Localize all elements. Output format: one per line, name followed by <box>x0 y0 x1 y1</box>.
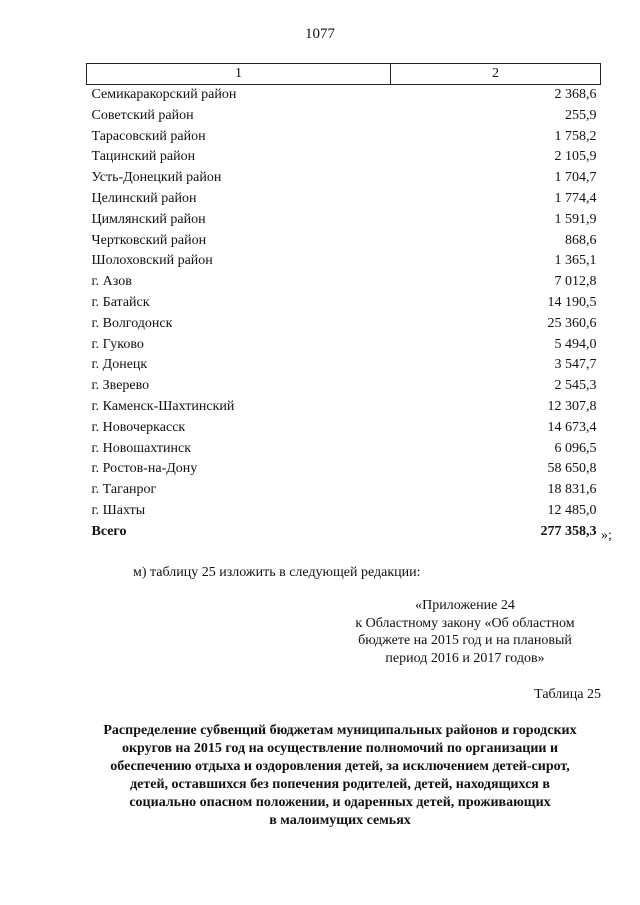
table-row <box>87 355 601 376</box>
row-value: 1 704,7 <box>554 170 597 186</box>
table-row <box>87 168 601 189</box>
table-row <box>87 501 601 522</box>
row-value: 7 012,8 <box>554 274 597 290</box>
row-name: г. Шахты <box>91 502 146 518</box>
table-row <box>87 439 601 460</box>
table-row <box>87 189 601 210</box>
row-name: г. Гуково <box>91 336 144 352</box>
table-label: Таблица 25 <box>534 687 601 702</box>
total-suffix: »; <box>601 528 612 543</box>
table-row <box>87 147 601 168</box>
row-name: Шолоховский район <box>91 253 213 269</box>
row-value: 58 650,8 <box>547 461 597 477</box>
heading-line: социально опасном положении, и одаренных детей, проживающих <box>129 795 551 810</box>
table-row <box>87 210 601 231</box>
table-body <box>87 85 601 543</box>
row-name: г. Волгодонск <box>91 315 173 331</box>
row-value: 25 360,6 <box>547 315 597 331</box>
table-row <box>87 376 601 397</box>
total-row <box>87 522 601 543</box>
row-value: 14 190,5 <box>547 294 597 310</box>
row-name: Целинский район <box>91 190 197 206</box>
table-row <box>87 251 601 272</box>
row-name: г. Зверево <box>91 378 150 394</box>
row-name: Тарасовский район <box>91 128 206 144</box>
table-row <box>87 272 601 293</box>
row-value: 6 096,5 <box>554 440 597 456</box>
row-value: 1 774,4 <box>554 190 597 206</box>
row-value: 2 105,9 <box>554 149 597 165</box>
row-value: 14 673,4 <box>547 419 597 435</box>
row-name: г. Новошахтинск <box>91 440 192 456</box>
row-name: Цимлянский район <box>91 211 206 227</box>
row-name: Советский район <box>91 107 194 123</box>
table-row <box>87 127 601 148</box>
appendix-line: период 2016 и 2017 годов» <box>385 650 545 666</box>
row-value: 1 758,2 <box>554 128 597 144</box>
amendment-instruction: м) таблицу 25 изложить в следующей редакции: <box>133 565 421 580</box>
appendix-line: к Областному закону «Об областном <box>355 615 575 631</box>
heading-line: обеспечению отдыха и оздоровления детей, за исключением детей-сирот, <box>110 759 570 774</box>
table-row <box>87 480 601 501</box>
row-name: Чертковский район <box>91 232 207 248</box>
row-name: г. Таганрог <box>91 482 157 498</box>
column-header-1: 1 <box>87 64 391 85</box>
total-value: 277 358,3 <box>540 523 597 539</box>
row-name: г. Азов <box>91 274 132 290</box>
row-value: 3 547,7 <box>554 357 597 373</box>
table-heading <box>72 722 608 830</box>
heading-line: округов на 2015 год на осуществление полномочий по организации и <box>121 741 559 756</box>
row-name: г. Каменск-Шахтинский <box>91 398 235 414</box>
row-value: 12 485,0 <box>547 502 597 518</box>
row-name: Тацинский район <box>91 149 196 165</box>
row-value: 255,9 <box>565 107 597 123</box>
row-name: Семикаракорский район <box>91 87 237 102</box>
row-name: г. Новочеркасск <box>91 419 186 435</box>
row-value: 868,6 <box>565 232 597 248</box>
row-name: г. Батайск <box>91 294 150 310</box>
heading-line: Распределение субвенций бюджетам муниципальных районов и городских <box>103 723 577 738</box>
table-row <box>87 397 601 418</box>
row-value: 12 307,8 <box>547 398 597 414</box>
table-row <box>87 231 601 252</box>
table-row <box>87 293 601 314</box>
row-value: 1 365,1 <box>554 253 597 269</box>
row-value: 2 545,3 <box>554 378 597 394</box>
page-number: 1077 <box>305 26 335 42</box>
column-header-2: 2 <box>391 64 601 85</box>
appendix-reference <box>320 597 610 667</box>
heading-line: детей, оставшихся без попечения родителей, детей, находящихся в <box>130 777 550 792</box>
row-name: г. Донецк <box>91 357 148 373</box>
table-row <box>87 314 601 335</box>
total-label: Всего <box>91 523 127 539</box>
row-name: Усть-Донецкий район <box>91 170 222 186</box>
table-row <box>87 85 601 106</box>
table-row <box>87 106 601 127</box>
appendix-line: «Приложение 24 <box>415 598 515 613</box>
row-value: 1 591,9 <box>554 211 597 227</box>
appendix-line: бюджете на 2015 год и на плановый <box>358 633 572 648</box>
row-value: 5 494,0 <box>554 336 597 352</box>
subvention-table <box>86 63 601 543</box>
row-value: 2 368,6 <box>554 87 597 102</box>
heading-line: в малоимущих семьях <box>269 813 411 828</box>
row-name: г. Ростов-на-Дону <box>91 461 198 477</box>
table-header-row <box>87 64 601 85</box>
table-row <box>87 418 601 439</box>
table-row <box>87 335 601 356</box>
table-row <box>87 459 601 480</box>
row-value: 18 831,6 <box>547 482 597 498</box>
